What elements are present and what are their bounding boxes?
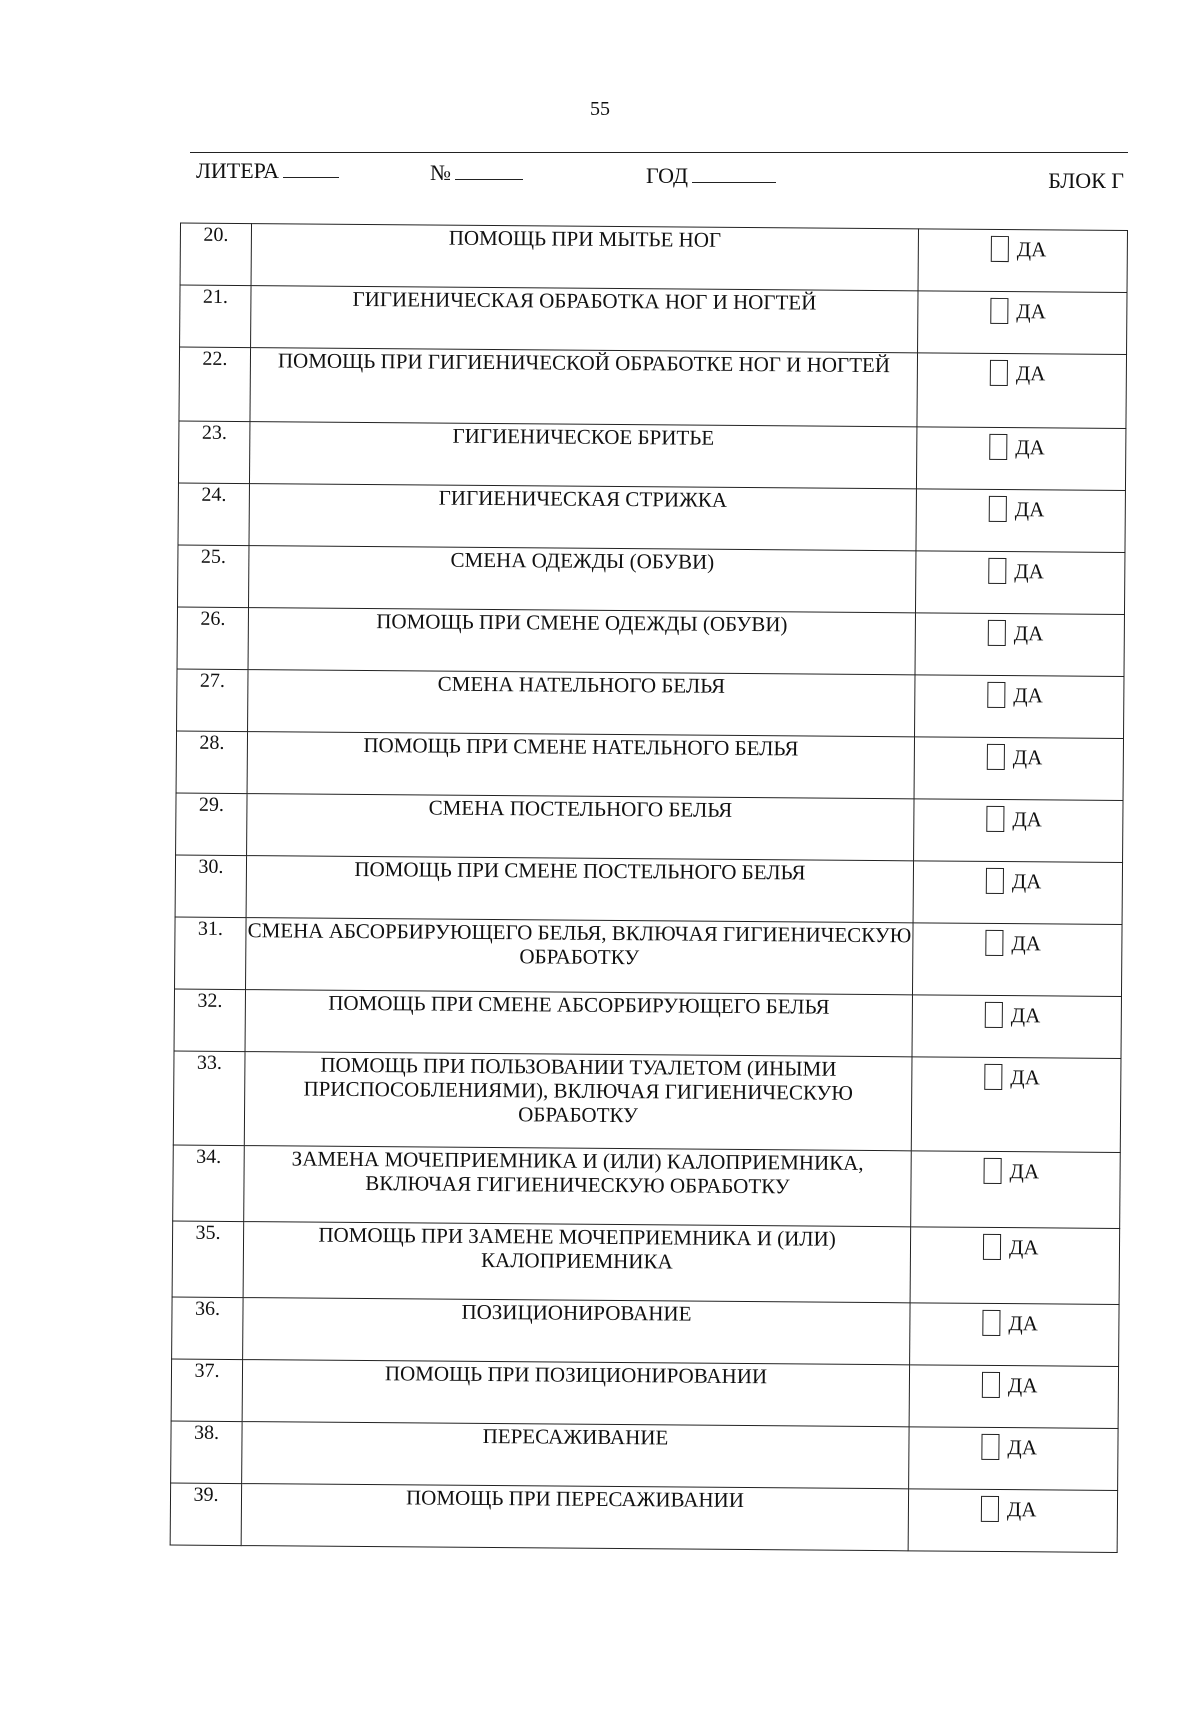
row-number: 29. [176, 793, 247, 856]
header-divider [190, 152, 1128, 153]
yes-label: ДА [1013, 620, 1044, 645]
table-row [170, 1483, 1117, 1552]
yes-checkbox[interactable] [990, 360, 1008, 386]
row-number: 22. [179, 347, 251, 422]
number-blank[interactable] [455, 161, 523, 180]
row-service-text: ПОМОЩЬ ПРИ ГИГИЕНИЧЕСКОЙ ОБРАБОТКЕ НОГ И НОГТЕЙ [250, 348, 918, 427]
row-service-text: ПОМОЩЬ ПРИ ЗАМЕНЕ МОЧЕПРИЕМНИКА И (ИЛИ) КАЛОПРИЕМНИКА [243, 1222, 911, 1303]
row-service-text: ГИГИЕНИЧЕСКАЯ СТРИЖКА [249, 484, 916, 551]
litera-label: ЛИТЕРА [196, 158, 279, 183]
yes-checkbox[interactable] [988, 620, 1006, 646]
yes-label: ДА [1007, 1434, 1038, 1459]
row-answer-cell [918, 229, 1127, 293]
yes-label: ДА [1014, 496, 1045, 521]
answer-option [915, 675, 1123, 709]
row-number: 37. [171, 1359, 242, 1422]
services-table-body [170, 223, 1127, 1552]
table-row [171, 1359, 1118, 1428]
answer-option [917, 427, 1125, 461]
row-service-text: ПОМОЩЬ ПРИ СМЕНЕ НАТЕЛЬНОГО БЕЛЬЯ [247, 732, 914, 799]
answer-option [914, 861, 1122, 895]
table-row [175, 917, 1123, 996]
row-answer-cell [908, 1489, 1117, 1553]
row-number: 32. [174, 989, 245, 1052]
row-number: 26. [177, 607, 248, 670]
yes-checkbox[interactable] [988, 558, 1006, 584]
yes-checkbox[interactable] [982, 1310, 1000, 1336]
yes-checkbox[interactable] [983, 1234, 1001, 1260]
row-number: 21. [180, 285, 251, 348]
row-service-text: СМЕНА НАТЕЛЬНОГО БЕЛЬЯ [248, 670, 915, 737]
litera-field [196, 158, 339, 184]
yes-label: ДА [1015, 360, 1046, 385]
answer-option [913, 923, 1121, 957]
row-answer-cell [916, 489, 1125, 553]
answer-option [914, 799, 1122, 833]
yes-checkbox[interactable] [991, 236, 1009, 262]
table-row [176, 793, 1123, 862]
answer-option [913, 995, 1121, 1029]
row-service-text: СМЕНА АБСОРБИРУЮЩЕГО БЕЛЬЯ, ВКЛЮЧАЯ ГИГИЕНИЧЕСКУЮ ОБРАБОТКУ [246, 918, 914, 995]
yes-label: ДА [1016, 236, 1047, 261]
table-row [178, 545, 1125, 614]
yes-checkbox[interactable] [981, 1434, 999, 1460]
answer-option [918, 291, 1126, 325]
row-service-text: ПОМОЩЬ ПРИ СМЕНЕ ОДЕЖДЫ (ОБУВИ) [248, 608, 915, 675]
row-service-text: ПОМОЩЬ ПРИ ПОЗИЦИОНИРОВАНИИ [242, 1360, 909, 1427]
row-answer-cell [912, 995, 1121, 1059]
table-row [178, 483, 1125, 552]
answer-option [910, 1303, 1118, 1337]
row-number: 25. [178, 545, 249, 608]
row-answer-cell [909, 1427, 1118, 1491]
row-answer-cell [915, 551, 1124, 615]
answer-option [916, 551, 1124, 585]
row-service-text: ПЕРЕСАЖИВАНИЕ [242, 1422, 909, 1489]
yes-label: ДА [1007, 1372, 1038, 1397]
table-row [173, 1051, 1121, 1152]
row-number: 36. [172, 1297, 243, 1360]
number-field [430, 160, 523, 186]
yes-checkbox[interactable] [987, 744, 1005, 770]
row-number: 38. [171, 1421, 242, 1484]
table-row [177, 607, 1124, 676]
table-row [174, 989, 1121, 1058]
year-blank[interactable] [692, 164, 776, 183]
answer-option [919, 229, 1127, 263]
row-service-text: ЗАМЕНА МОЧЕПРИЕМНИКА И (ИЛИ) КАЛОПРИЕМНИКА, ВКЛЮЧАЯ ГИГИЕНИЧЕСКУЮ ОБРАБОТКУ [244, 1146, 912, 1227]
row-service-text: ПОМОЩЬ ПРИ ПЕРЕСАЖИВАНИИ [241, 1484, 908, 1551]
row-answer-cell [911, 1057, 1121, 1153]
answer-option [916, 613, 1124, 647]
yes-label: ДА [1010, 1002, 1041, 1027]
page-number: 55 [590, 98, 610, 120]
yes-label: ДА [1008, 1310, 1039, 1335]
answer-option [912, 1151, 1120, 1185]
row-number: 31. [175, 917, 247, 990]
table-row [179, 347, 1127, 428]
row-answer-cell [915, 613, 1124, 677]
yes-checkbox[interactable] [985, 1002, 1003, 1028]
number-label: № [430, 160, 451, 185]
table-row [177, 669, 1124, 738]
row-answer-cell [916, 427, 1125, 491]
yes-label: ДА [1011, 930, 1041, 955]
row-answer-cell [912, 923, 1122, 997]
yes-label: ДА [1012, 806, 1042, 831]
yes-checkbox[interactable] [986, 868, 1004, 894]
year-label: ГОД [646, 163, 688, 188]
row-answer-cell [917, 353, 1127, 429]
row-number: 33. [173, 1051, 245, 1146]
answer-option [909, 1489, 1117, 1523]
row-service-text: ПОМОЩЬ ПРИ СМЕНЕ АБСОРБИРУЮЩЕГО БЕЛЬЯ [245, 990, 912, 1057]
yes-label: ДА [1014, 558, 1044, 583]
row-number: 30. [175, 855, 246, 918]
yes-checkbox[interactable] [982, 1372, 1000, 1398]
yes-label: ДА [1013, 682, 1043, 707]
yes-label: ДА [1010, 1064, 1040, 1089]
table-row [175, 855, 1122, 924]
table-row [180, 223, 1127, 292]
yes-checkbox[interactable] [989, 496, 1007, 522]
row-service-text: ПОМОЩЬ ПРИ СМЕНЕ ПОСТЕЛЬНОГО БЕЛЬЯ [246, 856, 913, 923]
row-service-text: СМЕНА ОДЕЖДЫ (ОБУВИ) [249, 546, 916, 613]
row-answer-cell [910, 1303, 1119, 1367]
row-answer-cell [913, 861, 1122, 925]
yes-checkbox[interactable] [987, 682, 1005, 708]
row-answer-cell [910, 1227, 1120, 1305]
row-number: 27. [177, 669, 248, 732]
yes-checkbox[interactable] [984, 1064, 1002, 1090]
row-answer-cell [914, 799, 1123, 863]
row-answer-cell [918, 291, 1127, 355]
yes-checkbox[interactable] [985, 930, 1003, 956]
yes-label: ДА [1015, 434, 1045, 459]
yes-label: ДА [1012, 744, 1043, 769]
yes-label: ДА [1008, 1234, 1039, 1259]
yes-checkbox[interactable] [990, 298, 1008, 324]
row-service-text: ГИГИЕНИЧЕСКОЕ БРИТЬЕ [249, 422, 916, 489]
row-service-text: ПОЗИЦИОНИРОВАНИЕ [243, 1298, 910, 1365]
answer-option [910, 1365, 1118, 1399]
table-row [178, 421, 1125, 490]
row-service-text: ПОМОЩЬ ПРИ МЫТЬЕ НОГ [251, 224, 918, 291]
answer-option [911, 1227, 1119, 1261]
row-answer-cell [909, 1365, 1118, 1429]
row-number: 23. [178, 421, 249, 484]
answer-option [917, 489, 1125, 523]
row-number: 28. [176, 731, 247, 794]
services-table [170, 223, 1128, 1553]
table-row [172, 1297, 1119, 1366]
answer-option [912, 1057, 1120, 1091]
yes-label: ДА [1009, 1158, 1040, 1183]
row-number: 35. [172, 1221, 244, 1298]
row-answer-cell [914, 737, 1123, 801]
answer-option [918, 353, 1126, 387]
yes-label: ДА [1011, 868, 1042, 893]
litera-blank[interactable] [283, 159, 339, 178]
yes-checkbox[interactable] [989, 434, 1007, 460]
table-row [180, 285, 1127, 354]
answer-option [909, 1427, 1117, 1461]
row-number: 39. [170, 1483, 241, 1546]
yes-checkbox[interactable] [986, 806, 1004, 832]
yes-label: ДА [1016, 298, 1046, 323]
block-label: БЛОК Г [1048, 168, 1124, 193]
table-row [171, 1421, 1118, 1490]
row-service-text: ПОМОЩЬ ПРИ ПОЛЬЗОВАНИИ ТУАЛЕТОМ (ИНЫМИ ПРИСПОСОБЛЕНИЯМИ), ВКЛЮЧАЯ ГИГИЕНИЧЕСКУЮ ОБРАБОТКУ [244, 1052, 912, 1151]
yes-checkbox[interactable] [981, 1496, 999, 1522]
row-service-text: СМЕНА ПОСТЕЛЬНОГО БЕЛЬЯ [247, 794, 914, 861]
answer-option [915, 737, 1123, 771]
row-answer-cell [915, 675, 1124, 739]
row-number: 34. [173, 1145, 245, 1222]
table-row [172, 1221, 1120, 1304]
row-number: 24. [178, 483, 249, 546]
row-answer-cell [911, 1151, 1121, 1229]
table-row [176, 731, 1123, 800]
row-number: 20. [180, 223, 251, 286]
yes-label: ДА [1006, 1496, 1037, 1521]
row-service-text: ГИГИЕНИЧЕСКАЯ ОБРАБОТКА НОГ И НОГТЕЙ [251, 286, 918, 353]
yes-checkbox[interactable] [984, 1158, 1002, 1184]
year-field [646, 163, 776, 189]
table-row [173, 1145, 1121, 1228]
